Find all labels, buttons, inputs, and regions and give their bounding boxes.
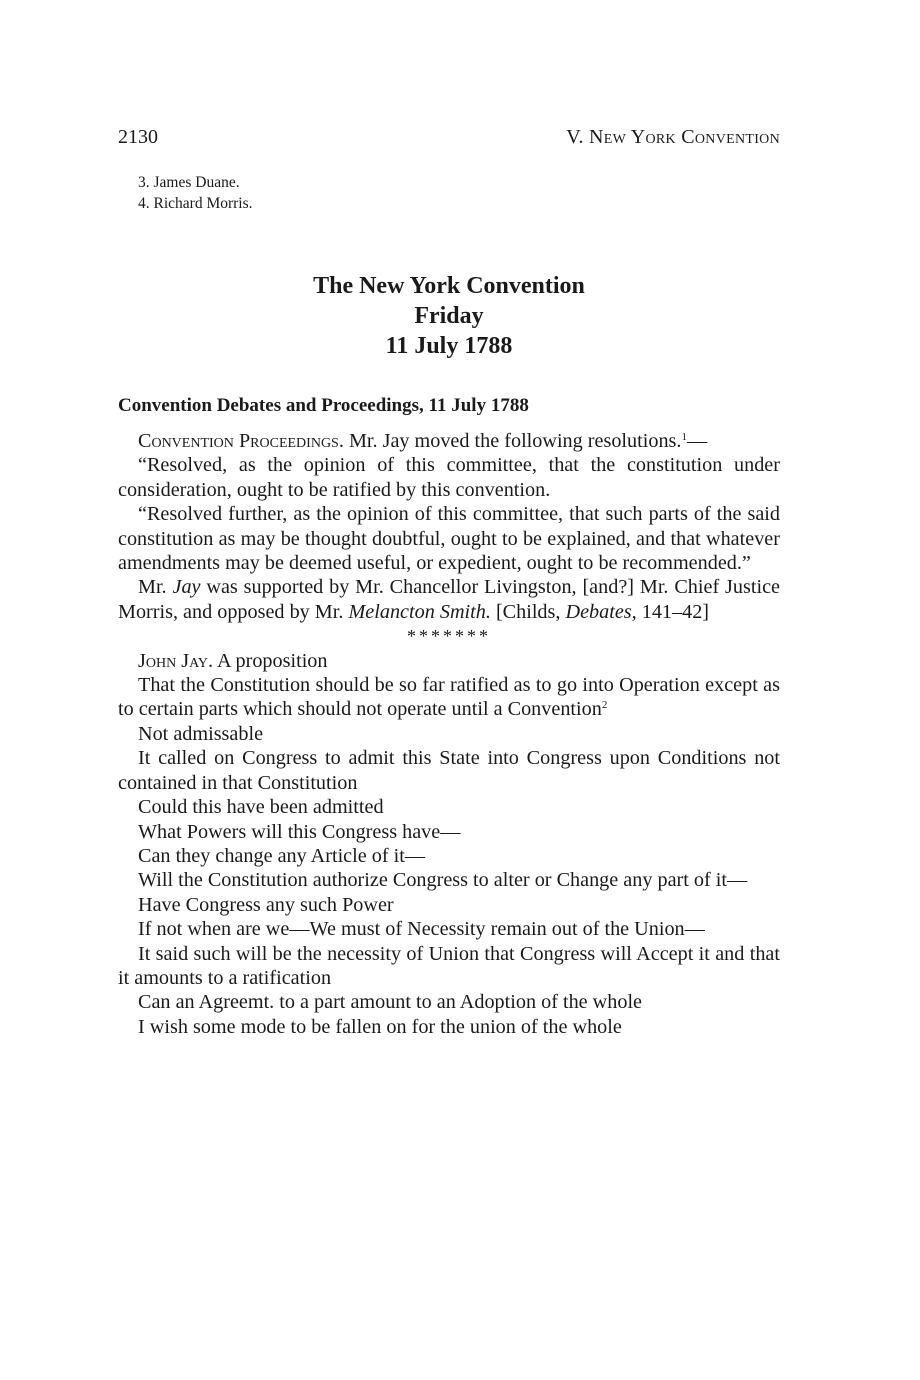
section-title: V. New York Convention [566,126,780,148]
title-line-3: 11 July 1788 [385,333,513,359]
note-line: Have Congress any such Power [138,893,394,916]
note-line: Can they change any Article of it— [138,844,426,867]
footnote-ref: 2 [601,699,608,712]
note-line: It said such will be the necessity of Union that Congress will Accept it and that it amounts to a ratification [118,942,780,989]
note-line: If not when are we—We must of Necessity remain out of the Union— [138,918,705,941]
note-line: I wish some mode to be fallen on for the union of the whole [138,1015,622,1038]
jay-proposition: That the Constitution should be so far ratified as to go into Operation except as to certain parts which should not operate until a Convention$^2$ [118,674,780,721]
resolution-1: “Resolved, as the opinion of this committee, that the constitution under consideration, ought to be ratified by this convention. [118,454,780,501]
separator: ******* [407,626,491,647]
proceedings-label: Convention Proceedings. [138,430,344,452]
title-line-2: Friday [414,303,484,329]
footnote-ref: 1 [681,431,687,443]
note-line: It called on Congress to admit this State into Congress upon Conditions not contained in that Constitution [118,747,780,794]
resolution-2: “Resolved further, as the opinion of this committee, that such parts of the said constitution as may be thought doubtful, ought to be explained, and that whatever amendments may be deemed useful, or expedient, ought to be recommended.” [118,503,780,575]
running-head [118,124,780,150]
note-line: Could this have been admitted [138,796,384,819]
body-text [118,429,780,1039]
footnotes [138,172,253,214]
footnote-3: 3. James Duane. [138,174,240,191]
jay-notes-lead: John Jay. A proposition [138,649,328,672]
page-title [118,271,780,361]
proceedings-intro: Convention Proceedings. Mr. Jay moved the following resolutions.$^1$— [138,430,708,452]
note-line: Can an Agreemt. to a part amount to an Adoption of the whole [138,991,643,1014]
note-line: Not admissable [138,722,264,745]
footnote-4: 4. Richard Morris. [138,195,253,212]
support-paragraph: Mr. Jay was supported by Mr. Chancellor Livingston, [and?] Mr. Chief Justice Morris, and opposed by Mr. Melancton Smith. [Childs, Debates, 141–42] [118,576,781,623]
section-subheading: Convention Debates and Proceedings, 11 July 1788 [118,395,529,416]
note-line: What Powers will this Congress have— [138,820,461,843]
speaker-name: John Jay. [138,649,214,672]
note-line: Will the Constitution authorize Congress to alter or Change any part of it— [138,869,748,892]
page-number: 2130 [118,126,158,148]
title-line-1: The New York Convention [313,273,585,299]
